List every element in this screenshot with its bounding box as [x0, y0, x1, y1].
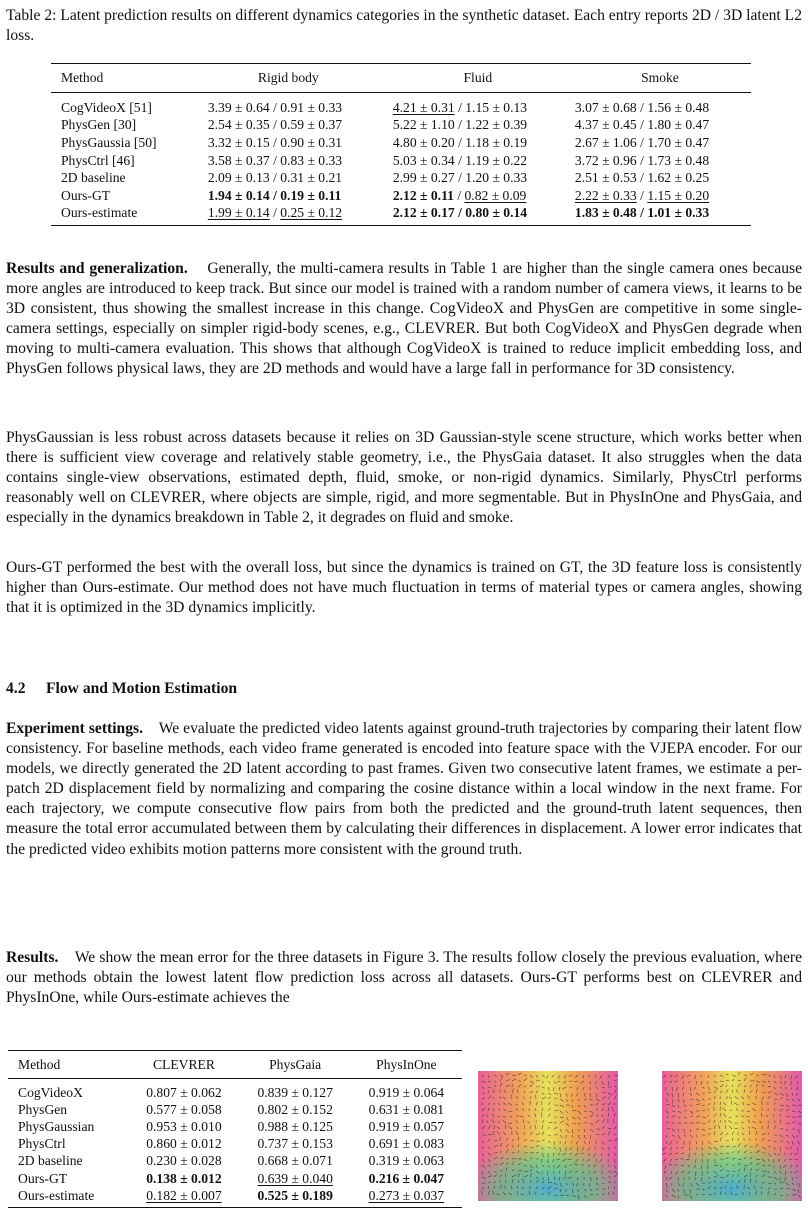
value-cell — [128, 1136, 239, 1153]
value-cell — [569, 187, 751, 205]
value-2d: 5.22 ± 1.10 — [392, 117, 455, 133]
flow-field-image-ground-truth — [662, 1071, 802, 1201]
table3-body — [8, 1079, 462, 1208]
table-row — [51, 187, 751, 205]
paragraph-heading: Results and generalization. — [6, 260, 188, 277]
section-number: 4.2 — [6, 680, 26, 697]
value-2d: 3.58 ± 0.37 — [207, 152, 270, 168]
value-separator: / — [636, 187, 648, 203]
value-separator: / — [636, 170, 648, 186]
value-separator: / — [636, 117, 648, 133]
value-cell — [240, 1187, 351, 1208]
value: 0.988 ± 0.125 — [257, 1118, 333, 1134]
value-3d: 0.31 ± 0.21 — [280, 170, 343, 186]
table-row — [51, 117, 751, 135]
value: 0.953 ± 0.010 — [146, 1118, 222, 1134]
value-3d: 1.80 ± 0.47 — [647, 117, 710, 133]
value-cell — [190, 187, 387, 205]
value-2d: 5.03 ± 0.34 — [392, 152, 455, 168]
value-2d: 2.54 ± 0.35 — [207, 117, 270, 133]
value-cell — [190, 117, 387, 135]
table2-header: Method — [61, 70, 104, 85]
paragraph-heading: Results. — [6, 949, 59, 966]
value: 0.839 ± 0.127 — [257, 1084, 333, 1100]
value-2d: 2.51 ± 0.53 — [574, 170, 637, 186]
value-separator: / — [636, 99, 648, 115]
value-cell — [128, 1118, 239, 1135]
method-cell: PhysCtrl [46] — [61, 152, 135, 168]
paragraph-results — [6, 948, 802, 1008]
value-separator: / — [269, 99, 281, 115]
value-separator: / — [269, 205, 281, 221]
value-cell — [128, 1153, 239, 1170]
table2-body — [51, 93, 751, 226]
value-cell — [569, 117, 751, 135]
value-separator: / — [453, 187, 465, 203]
value-cell — [351, 1187, 462, 1208]
value: 0.230 ± 0.028 — [146, 1153, 222, 1169]
table3-header: CLEVRER — [152, 1057, 215, 1072]
method-cell: Ours-GT — [18, 1170, 68, 1186]
value: 0.273 ± 0.037 — [368, 1187, 445, 1203]
value-3d: 1.70 ± 0.47 — [647, 134, 710, 150]
value-2d: 4.37 ± 0.45 — [574, 117, 637, 133]
value-cell — [569, 169, 751, 187]
value-2d: 2.09 ± 0.13 — [207, 170, 270, 186]
value-cell — [128, 1187, 239, 1208]
table2-caption: Table 2: Latent prediction results on different dynamics categories in the synthetic dataset. Each entry reports 2D / 3D latent L2 loss. — [6, 7, 802, 44]
value-3d: 0.82 ± 0.09 — [464, 187, 527, 203]
value-separator: / — [269, 134, 281, 150]
value-2d: 3.32 ± 0.15 — [207, 134, 270, 150]
method-cell: PhysGaussian — [18, 1118, 95, 1134]
value-cell — [128, 1079, 239, 1102]
table-row — [51, 134, 751, 152]
table-row — [8, 1136, 462, 1153]
value-3d: 1.56 ± 0.48 — [647, 99, 710, 115]
value-cell — [569, 134, 751, 152]
value-2d: 3.07 ± 0.68 — [574, 99, 637, 115]
value-cell — [351, 1101, 462, 1118]
value-3d: 1.19 ± 0.22 — [465, 152, 528, 168]
value-3d: 0.25 ± 0.12 — [280, 205, 343, 221]
table-row — [51, 169, 751, 187]
table3-header: PhysInOne — [376, 1057, 437, 1072]
value-separator: / — [454, 152, 466, 168]
value-separator: / — [454, 99, 466, 115]
value: 0.639 ± 0.040 — [257, 1170, 333, 1186]
value-cell — [240, 1118, 351, 1135]
paragraph-text: Generally, the multi-camera results in Table 1 are higher than the single camera ones because more angles are introduced to keep track. But since our model is trained with a random number of camera views, it learns to be 3D consistent, thus showing the smallest increase in this change. CogVideoX and PhysGen are competitive in some single-camera settings, especially on simpler rigid-body scenes, e.g., CLEVRER. But both CogVideoX and PhysGen degrade when moving to multi-camera evaluation. This shows that although CogVideoX is trained to reduce implicit embedding loss, and PhysGen follows physical laws, they are 2D methods and would have a large fall in performance for 3D consistency. — [6, 260, 803, 378]
value-2d: 2.12 ± 0.17 — [392, 205, 455, 221]
value-separator: / — [636, 152, 648, 168]
value-cell — [240, 1170, 351, 1187]
value-3d: 1.22 ± 0.39 — [465, 117, 528, 133]
value-cell — [387, 93, 569, 117]
paragraph-text: We evaluate the predicted video latents against ground-truth trajectories by comparing their latent flow consistency. For baseline methods, each video frame generated is encoded into feature space with the VJEPA encoder. For our models, we directly generated the 2D latent according to past frames. Given two consecutive latent frames, we estimate a per-patch 2D displacement field by normalizing and comparing the cosine distance within a local window in the next frame. For each trajectory, we compute consecutive flow pairs from both the predicted and the ground-truth latent sequences, then measure the total error accumulated between them by calculating their differences in displacement. A lower error indicates that the predicted video exhibits motion patterns more consistent with the ground truth. — [6, 720, 803, 858]
value: 0.216 ± 0.047 — [368, 1170, 445, 1186]
table-row — [51, 152, 751, 170]
paragraph-heading: Experiment settings. — [6, 720, 143, 737]
value-cell — [569, 152, 751, 170]
value-cell — [387, 187, 569, 205]
value: 0.138 ± 0.012 — [146, 1170, 222, 1186]
value-separator: / — [454, 117, 466, 133]
table3-header: Method — [18, 1057, 61, 1072]
value: 0.919 ± 0.057 — [368, 1118, 445, 1134]
value-3d: 1.15 ± 0.20 — [647, 187, 710, 203]
value-separator: / — [269, 170, 281, 186]
table-row — [8, 1170, 462, 1187]
value-3d: 1.62 ± 0.25 — [647, 170, 710, 186]
table2-header: Fluid — [463, 70, 493, 85]
value-3d: 1.73 ± 0.48 — [647, 152, 710, 168]
value: 0.631 ± 0.081 — [368, 1101, 445, 1117]
table-row — [8, 1101, 462, 1118]
value-3d: 0.83 ± 0.33 — [280, 152, 343, 168]
method-cell: Ours-GT — [61, 187, 111, 203]
value-2d: 1.94 ± 0.14 — [207, 187, 270, 203]
value-3d: 1.18 ± 0.19 — [465, 134, 528, 150]
value-cell — [387, 134, 569, 152]
paragraph-text: We show the mean error for the three datasets in Figure 3. The results follow closely the previous evaluation, where our methods obtain the lowest latent flow prediction loss across all datasets. Ours-GT performs best on CLEVRER and PhysInOne, while Ours-estimate achieves the — [6, 949, 803, 1007]
value-2d: 2.22 ± 0.33 — [574, 187, 637, 203]
method-cell: Ours-estimate — [61, 205, 138, 221]
paragraph-ours-gt: Ours-GT performed the best with the overall loss, but since the dynamics is trained on GT, the 3D feature loss is consistently higher than Ours-estimate. Our method does not have much fluctuation in terms of material types or camera angles, showing that it is optimized in the 3D dynamics implicitly. — [6, 559, 802, 617]
value-3d: 0.90 ± 0.31 — [280, 134, 343, 150]
section-heading — [6, 680, 237, 698]
value-3d: 0.59 ± 0.37 — [280, 117, 343, 133]
method-cell: PhysGaussia [50] — [61, 134, 157, 150]
value-3d: 0.80 ± 0.14 — [465, 205, 528, 221]
table2-header: Smoke — [641, 70, 679, 85]
table-row — [8, 1079, 462, 1102]
method-cell: Ours-estimate — [18, 1187, 95, 1203]
value: 0.577 ± 0.058 — [146, 1101, 222, 1117]
table-row — [8, 1118, 462, 1135]
value-separator: / — [636, 205, 648, 221]
method-cell: PhysGen [30] — [61, 117, 137, 133]
value-2d: 3.39 ± 0.64 — [207, 99, 270, 115]
table2 — [51, 63, 751, 226]
value: 0.525 ± 0.189 — [257, 1187, 333, 1203]
value-cell — [128, 1101, 239, 1118]
value-cell — [240, 1079, 351, 1102]
value-separator: / — [269, 187, 281, 203]
table-row — [51, 205, 751, 226]
value: 0.802 ± 0.152 — [257, 1101, 333, 1117]
table-row — [8, 1187, 462, 1208]
value-separator: / — [269, 152, 281, 168]
method-cell: 2D baseline — [18, 1153, 83, 1169]
value-cell — [240, 1153, 351, 1170]
method-cell: PhysCtrl — [18, 1136, 66, 1152]
value-cell — [351, 1118, 462, 1135]
value-cell — [190, 205, 387, 226]
value-cell — [240, 1101, 351, 1118]
value-3d: 1.01 ± 0.33 — [647, 205, 710, 221]
value: 0.807 ± 0.062 — [146, 1084, 222, 1100]
method-cell: 2D baseline — [61, 170, 126, 186]
value-separator: / — [636, 134, 648, 150]
method-cell: PhysGen — [18, 1101, 68, 1117]
value-cell — [190, 152, 387, 170]
value: 0.319 ± 0.063 — [368, 1153, 445, 1169]
value-2d: 2.12 ± 0.11 — [392, 187, 454, 203]
value-cell — [351, 1170, 462, 1187]
value-cell — [351, 1153, 462, 1170]
value-3d: 0.19 ± 0.11 — [280, 187, 342, 203]
value-cell — [240, 1136, 351, 1153]
value-separator: / — [454, 205, 466, 221]
value-cell — [190, 134, 387, 152]
value-cell — [351, 1079, 462, 1102]
table3-header-row — [8, 1051, 462, 1079]
value-cell — [128, 1170, 239, 1187]
paragraph-experiment-settings — [6, 719, 802, 860]
value-cell — [351, 1136, 462, 1153]
value-cell — [190, 93, 387, 117]
value-separator: / — [454, 134, 466, 150]
table2-header-row — [51, 64, 751, 93]
value-separator: / — [454, 170, 466, 186]
value-3d: 1.20 ± 0.33 — [465, 170, 528, 186]
paragraph-results-generalization — [6, 259, 802, 380]
value-3d: 0.91 ± 0.33 — [280, 99, 343, 115]
value: 0.860 ± 0.012 — [146, 1136, 222, 1152]
method-cell: CogVideoX [51] — [61, 99, 152, 115]
value: 0.919 ± 0.064 — [368, 1084, 445, 1100]
flow-field-image-predicted — [478, 1071, 618, 1201]
table2-header: Rigid body — [257, 70, 319, 85]
table-row — [51, 93, 751, 117]
value-cell — [387, 152, 569, 170]
value-cell — [387, 205, 569, 226]
method-cell: CogVideoX — [18, 1084, 83, 1100]
value: 0.737 ± 0.153 — [257, 1136, 333, 1152]
paragraph-physgaussian: PhysGaussian is less robust across datasets because it relies on 3D Gaussian-style scene structure, which works better when there is sufficient view coverage and relatively stable geometry, i.e., the PhysGaia dataset. It also struggles when the data contains single-view observations, estimated depth, fluid, smoke, or non-rigid dynamics. Similarly, PhysCtrl performs reasonably well on CLEVRER, where objects are simple, rigid, and more segmentable. But in PhysInOne and PhysGaia, and especially in the dynamics breakdown in Table 2, it degrades on fluid and smoke. — [6, 429, 802, 527]
value-cell — [190, 169, 387, 187]
value-2d: 4.80 ± 0.20 — [392, 134, 455, 150]
value-cell — [387, 169, 569, 187]
table3 — [8, 1050, 462, 1208]
value-cell — [569, 93, 751, 117]
value: 0.691 ± 0.083 — [368, 1136, 445, 1152]
section-title: Flow and Motion Estimation — [46, 680, 238, 697]
value-cell — [387, 117, 569, 135]
value-separator: / — [269, 117, 281, 133]
value-3d: 1.15 ± 0.13 — [465, 99, 528, 115]
value-2d: 1.99 ± 0.14 — [207, 205, 270, 221]
value-2d: 2.67 ± 1.06 — [574, 134, 637, 150]
value: 0.182 ± 0.007 — [146, 1187, 222, 1203]
value-2d: 2.99 ± 0.27 — [392, 170, 455, 186]
value-2d: 1.83 ± 0.48 — [574, 205, 637, 221]
table-row — [8, 1153, 462, 1170]
value-2d: 4.21 ± 0.31 — [392, 99, 455, 115]
table3-header: PhysGaia — [269, 1057, 322, 1072]
value: 0.668 ± 0.071 — [257, 1153, 333, 1169]
value-2d: 3.72 ± 0.96 — [574, 152, 637, 168]
value-cell — [569, 205, 751, 226]
